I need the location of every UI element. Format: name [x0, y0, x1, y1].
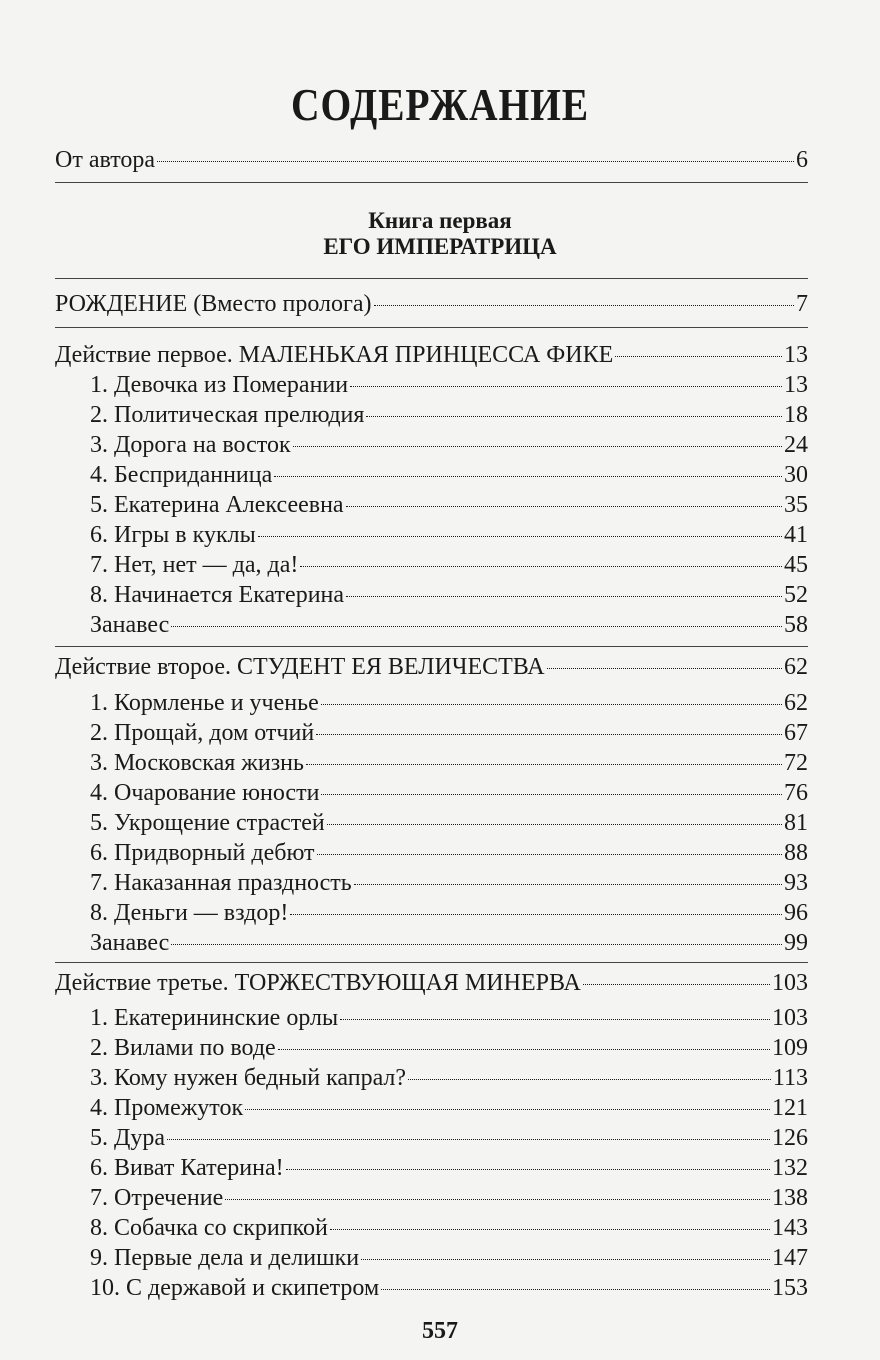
toc-item[interactable]	[90, 688, 808, 718]
toc-item-label: 4. Очарование юности	[90, 780, 320, 806]
toc-item[interactable]	[90, 1213, 808, 1243]
toc-act-page: 62	[784, 654, 808, 680]
toc-entry-page: 6	[796, 147, 808, 173]
toc-item-page: 121	[772, 1095, 808, 1121]
toc-act-1[interactable]	[55, 340, 808, 370]
toc-item-label: 4. Промежуток	[90, 1095, 244, 1121]
toc-item-label: 8. Деньги — вздор!	[90, 900, 289, 926]
toc-item-label: 6. Придворный дебют	[90, 840, 315, 866]
toc-act-label: Действие первое. МАЛЕНЬКАЯ ПРИНЦЕССА ФИКЕ	[55, 342, 614, 368]
toc-item-page: 138	[772, 1185, 808, 1211]
toc-item-label: 2. Вилами по воде	[90, 1035, 276, 1061]
toc-item-page: 35	[784, 492, 808, 518]
toc-item-label: 5. Укрощение страстей	[90, 810, 325, 836]
toc-item-page: 52	[784, 582, 808, 608]
toc-item-page: 67	[784, 720, 808, 746]
dot-leader	[583, 984, 770, 985]
toc-act-label: Действие третье. ТОРЖЕСТВУЮЩАЯ МИНЕРВА	[55, 970, 581, 996]
divider	[55, 327, 808, 328]
toc-item[interactable]	[90, 868, 808, 898]
toc-item-page: 76	[784, 780, 808, 806]
dot-leader	[361, 1259, 770, 1260]
toc-act-3[interactable]	[55, 968, 808, 998]
dot-leader	[171, 626, 782, 627]
dot-leader	[408, 1079, 771, 1080]
dot-leader	[167, 1139, 770, 1140]
toc-item[interactable]	[90, 580, 808, 610]
dot-leader	[225, 1199, 770, 1200]
toc-item[interactable]	[90, 1003, 808, 1033]
toc-item[interactable]	[90, 490, 808, 520]
dot-leader	[321, 704, 782, 705]
toc-item[interactable]	[90, 370, 808, 400]
toc-item-label: 1. Кормленье и ученье	[90, 690, 319, 716]
page-number: 557	[422, 1318, 458, 1344]
toc-item-label: 7. Нет, нет — да, да!	[90, 552, 299, 578]
toc-item-page: 103	[772, 1005, 808, 1031]
toc-item-label: Занавес	[90, 930, 170, 956]
dot-leader	[290, 914, 782, 915]
toc-item[interactable]	[90, 718, 808, 748]
toc-item-page: 109	[772, 1035, 808, 1061]
toc-item[interactable]	[90, 1273, 808, 1303]
toc-item-label: 5. Екатерина Алексеевна	[90, 492, 344, 518]
dot-leader	[374, 305, 795, 306]
toc-item-label: 3. Московская жизнь	[90, 750, 304, 776]
toc-item-page: 18	[784, 402, 808, 428]
dot-leader	[286, 1169, 770, 1170]
dot-leader	[316, 734, 782, 735]
toc-item[interactable]	[90, 1123, 808, 1153]
dot-leader	[171, 944, 782, 945]
dot-leader	[245, 1109, 770, 1110]
toc-item[interactable]	[90, 550, 808, 580]
toc-item[interactable]	[90, 1243, 808, 1273]
toc-item-page: 30	[784, 462, 808, 488]
toc-item-label: 2. Прощай, дом отчий	[90, 720, 315, 746]
toc-item-page: 62	[784, 690, 808, 716]
dot-leader	[278, 1049, 770, 1050]
divider	[55, 182, 808, 183]
toc-item[interactable]	[90, 1063, 808, 1093]
toc-item[interactable]	[90, 1033, 808, 1063]
toc-item-label: 8. Собачка со скрипкой	[90, 1215, 328, 1241]
toc-item-label: 5. Дура	[90, 1125, 166, 1151]
toc-item-label: 6. Игры в куклы	[90, 522, 256, 548]
dot-leader	[274, 476, 782, 477]
toc-item-label: 8. Начинается Екатерина	[90, 582, 345, 608]
page-title: СОДЕРЖАНИЕ	[291, 79, 589, 130]
toc-item-page: 88	[784, 840, 808, 866]
toc-item[interactable]	[90, 898, 808, 928]
dot-leader	[321, 794, 782, 795]
dot-leader	[317, 854, 782, 855]
dot-leader	[340, 1019, 770, 1020]
toc-item[interactable]	[90, 520, 808, 550]
toc-item-label: 3. Дорога на восток	[90, 432, 291, 458]
dot-leader	[293, 446, 782, 447]
toc-item-page: 99	[784, 930, 808, 956]
toc-item-page: 147	[772, 1245, 808, 1271]
toc-act-page: 103	[772, 970, 808, 996]
toc-item[interactable]	[90, 1183, 808, 1213]
toc-item-label: 1. Девочка из Померании	[90, 372, 349, 398]
toc-item-label: 7. Наказанная праздность	[90, 870, 352, 896]
toc-item-page: 132	[772, 1155, 808, 1181]
dot-leader	[615, 356, 782, 357]
toc-item-page: 13	[784, 372, 808, 398]
toc-item[interactable]	[90, 808, 808, 838]
divider	[55, 962, 808, 963]
dot-leader	[330, 1229, 770, 1230]
toc-act-2[interactable]	[55, 652, 808, 682]
toc-item[interactable]	[90, 1153, 808, 1183]
dot-leader	[354, 884, 782, 885]
toc-item[interactable]	[90, 400, 808, 430]
dot-leader	[366, 416, 782, 417]
dot-leader	[547, 668, 782, 669]
divider	[55, 278, 808, 279]
toc-item-label: 6. Виват Катерина!	[90, 1155, 284, 1181]
toc-item-page: 153	[772, 1275, 808, 1301]
dot-leader	[381, 1289, 770, 1290]
toc-item-page: 143	[772, 1215, 808, 1241]
toc-act-label: Действие второе. СТУДЕНТ ЕЯ ВЕЛИЧЕСТВА	[55, 654, 545, 680]
toc-item-label: 7. Отречение	[90, 1185, 224, 1211]
book-title: ЕГО ИМПЕРАТРИЦА	[323, 234, 557, 259]
toc-act-page: 13	[784, 342, 808, 368]
toc-item-page: 72	[784, 750, 808, 776]
dot-leader	[300, 566, 782, 567]
toc-item-label: 9. Первые дела и делишки	[90, 1245, 360, 1271]
toc-item-page: 96	[784, 900, 808, 926]
toc-item-label: 2. Политическая прелюдия	[90, 402, 365, 428]
toc-item[interactable]	[90, 748, 808, 778]
dot-leader	[346, 506, 782, 507]
toc-item-page: 41	[784, 522, 808, 548]
toc-entry-label: РОЖДЕНИЕ (Вместо пролога)	[55, 291, 372, 317]
toc-entry-author[interactable]	[55, 145, 808, 175]
dot-leader	[350, 386, 782, 387]
toc-item-label: 4. Бесприданница	[90, 462, 273, 488]
toc-item-page: 126	[772, 1125, 808, 1151]
toc-item-page: 58	[784, 612, 808, 638]
toc-item-label: 3. Кому нужен бедный капрал?	[90, 1065, 407, 1091]
toc-item[interactable]	[90, 838, 808, 868]
toc-item-curtain[interactable]	[90, 928, 808, 958]
toc-entry-prologue[interactable]	[55, 289, 808, 319]
divider	[55, 646, 808, 647]
toc-entry-label: От автора	[55, 147, 156, 173]
dot-leader	[258, 536, 782, 537]
toc-item-curtain[interactable]	[90, 610, 808, 640]
toc-item-page: 45	[784, 552, 808, 578]
toc-item-page: 113	[772, 1065, 808, 1091]
toc-item-page: 81	[784, 810, 808, 836]
dot-leader	[327, 824, 782, 825]
dot-leader	[157, 161, 794, 162]
toc-item-label: Занавес	[90, 612, 170, 638]
toc-item-page: 93	[784, 870, 808, 896]
toc-item[interactable]	[90, 778, 808, 808]
toc-entry-page: 7	[796, 291, 808, 317]
book-subtitle: Книга первая	[368, 208, 512, 233]
toc-item-label: 1. Екатерининские орлы	[90, 1005, 339, 1031]
toc-item[interactable]	[90, 1093, 808, 1123]
dot-leader	[306, 764, 782, 765]
toc-item[interactable]	[90, 460, 808, 490]
toc-item-page: 24	[784, 432, 808, 458]
toc-item[interactable]	[90, 430, 808, 460]
toc-item-label: 10. С державой и скипетром	[90, 1275, 380, 1301]
dot-leader	[346, 596, 782, 597]
